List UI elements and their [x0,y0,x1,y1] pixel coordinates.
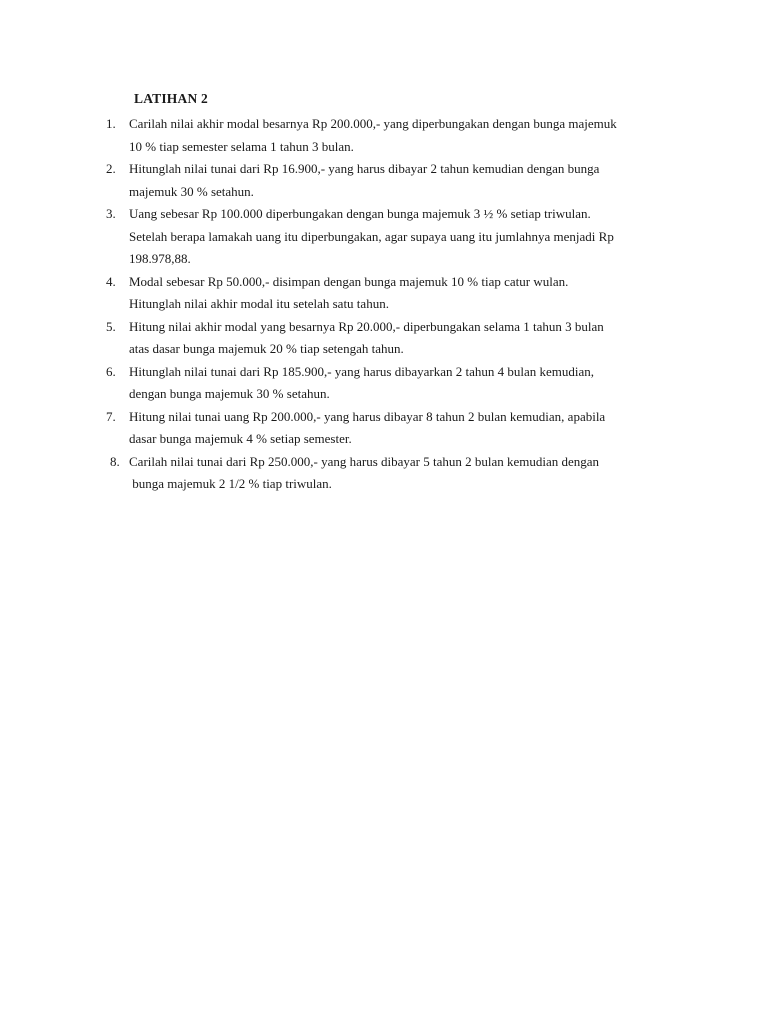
item-text [129,158,696,203]
item-line: Setelah berapa lamakah uang itu diperbungakan, agar supaya uang itu jumlahnya menjadi Rp [129,228,614,244]
item-number: 5. [106,318,116,334]
list-item [0,406,768,451]
item-number: 6. [106,363,116,379]
item-line: Hitunglah nilai akhir modal itu setelah satu tahun. [129,296,389,311]
item-text [129,451,696,496]
item-number: 4. [106,273,116,289]
list-item [0,113,768,158]
item-line: 198.978,88. [129,251,191,266]
list-item [0,271,768,316]
item-line: bunga majemuk 2 1/2 % tiap triwulan. [129,476,332,491]
item-text [129,271,696,316]
item-text [129,361,696,406]
item-line: Hitunglah nilai tunai dari Rp 185.900,- yang harus dibayarkan 2 tahun 4 bulan kemudian, [129,363,595,379]
item-number: 8. [110,453,120,469]
item-line: Carilah nilai akhir modal besarnya Rp 200.000,- yang diperbungakan dengan bunga majemuk [129,116,617,131]
item-line: Carilah nilai tunai dari Rp 250.000,- yang harus dibayar 5 tahun 2 bulan kemudian dengan [129,453,600,469]
item-number: 1. [106,116,116,131]
item-number: 3. [106,206,116,221]
item-line: 10 % tiap semester selama 1 tahun 3 bulan. [129,138,354,154]
list-item [0,451,768,496]
item-line: Hitung nilai tunai uang Rp 200.000,- yang harus dibayar 8 tahun 2 bulan kemudian, apabila [129,408,606,424]
document-title: LATIHAN 2 [134,91,208,106]
item-line: Uang sebesar Rp 100.000 diperbungakan dengan bunga majemuk 3 ½ % setiap triwulan. [129,206,591,221]
item-text [129,406,696,451]
list-item [0,316,768,361]
item-line: dasar bunga majemuk 4 % setiap semester. [129,431,352,446]
item-text [129,316,696,361]
list-item [0,158,768,203]
item-text [129,113,696,158]
item-text [129,203,696,271]
item-number: 7. [106,408,116,424]
item-number: 2. [106,161,116,176]
exercise-list [0,113,768,496]
item-line: Hitunglah nilai tunai dari Rp 16.900,- yang harus dibayar 2 tahun kemudian dengan bunga [129,161,600,176]
list-item [0,203,768,271]
item-line: atas dasar bunga majemuk 20 % tiap setengah tahun. [129,341,404,356]
item-line: Modal sebesar Rp 50.000,- disimpan dengan bunga majemuk 10 % tiap catur wulan. [129,273,569,289]
item-line: majemuk 30 % setahun. [129,183,254,199]
list-item [0,361,768,406]
item-line: dengan bunga majemuk 30 % setahun. [129,386,330,401]
item-line: Hitung nilai akhir modal yang besarnya Rp 20.000,- diperbungakan selama 1 tahun 3 bulan [129,318,604,334]
